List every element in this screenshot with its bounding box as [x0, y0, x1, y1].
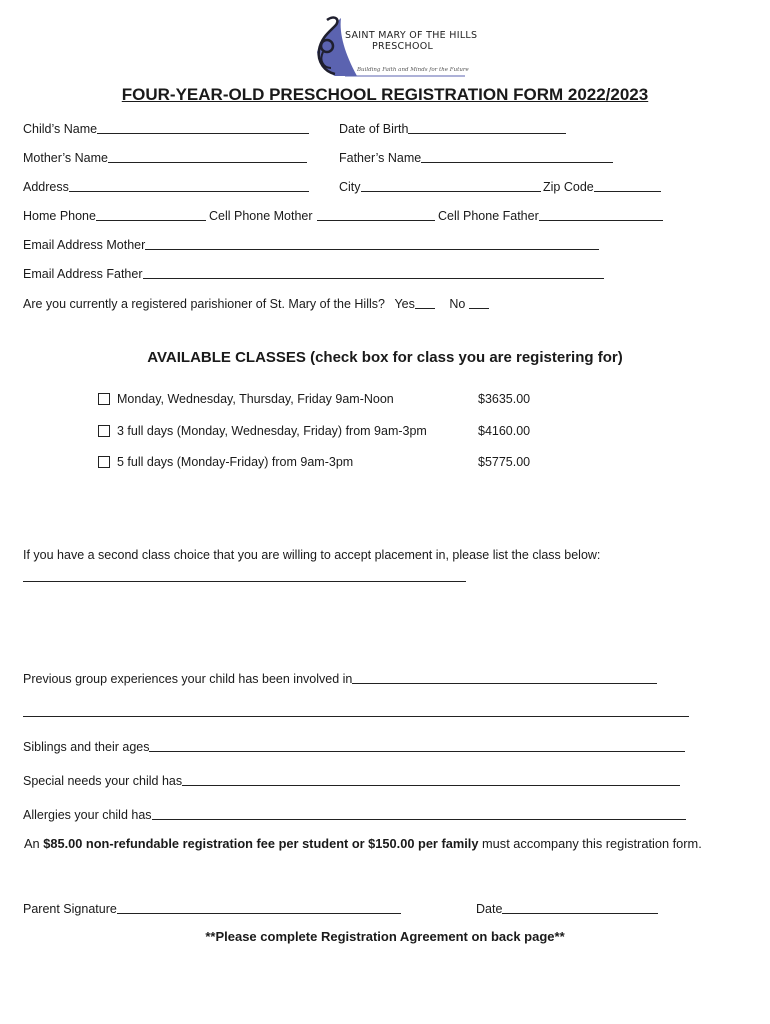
school-tagline: Building Faith and Minds for the Future — [357, 67, 469, 73]
mother-name-line[interactable] — [108, 149, 307, 163]
form-title: FOUR-YEAR-OLD PRESCHOOL REGISTRATION FORM 2022/2023 — [121, 85, 649, 104]
city-line[interactable] — [361, 178, 541, 192]
parishioner-no-line[interactable] — [469, 295, 489, 309]
email-mother-field[interactable] — [23, 235, 599, 252]
email-father-label: Email Address Father — [23, 267, 143, 281]
email-father-line[interactable] — [143, 265, 604, 279]
zip-code-label: Zip Code — [543, 180, 594, 194]
date-of-birth-field[interactable] — [339, 119, 566, 136]
child-name-line[interactable] — [97, 120, 309, 134]
previous-experience-label: Previous group experiences your child has been involved in — [23, 672, 353, 686]
home-phone-line[interactable] — [96, 207, 206, 221]
email-mother-label: Email Address Mother — [23, 238, 146, 252]
class-option-3-price: $5775.00 — [478, 455, 531, 469]
mother-name-label: Mother’s Name — [23, 151, 108, 165]
allergies-field[interactable] — [23, 805, 686, 822]
second-choice-line[interactable] — [23, 581, 466, 582]
cell-phone-mother-field[interactable] — [209, 206, 435, 223]
special-needs-line[interactable] — [182, 772, 680, 786]
previous-experience-line-2[interactable] — [23, 716, 689, 717]
email-father-field[interactable] — [23, 264, 604, 281]
signature-date-field[interactable] — [476, 899, 658, 916]
zip-code-field[interactable] — [543, 177, 661, 194]
address-line[interactable] — [69, 178, 309, 192]
fee-notice-prefix: An — [24, 836, 40, 851]
previous-experience-line[interactable] — [352, 670, 657, 684]
parent-signature-label: Parent Signature — [23, 902, 117, 916]
child-name-label: Child’s Name — [23, 122, 98, 136]
city-label: City — [339, 180, 361, 194]
cell-phone-father-label: Cell Phone Father — [438, 209, 539, 223]
siblings-label: Siblings and their ages — [23, 740, 150, 754]
second-choice-label: If you have a second class choice that you are willing to accept placement in, please list the class below: — [23, 548, 601, 562]
fee-notice-amount: $85.00 non-refundable registration fee per student or $150.00 per family — [43, 836, 479, 851]
class-option-2-label: 3 full days (Monday, Wednesday, Friday) from 9am-3pm — [117, 424, 427, 438]
parishioner-yes-line[interactable] — [415, 295, 435, 309]
home-phone-label: Home Phone — [23, 209, 96, 223]
fee-notice — [24, 836, 702, 851]
parishioner-no-label: No — [449, 297, 466, 311]
allergies-line[interactable] — [152, 806, 686, 820]
home-phone-field[interactable] — [23, 206, 206, 223]
father-name-label: Father’s Name — [339, 151, 422, 165]
class-option-3-checkbox[interactable] — [98, 456, 110, 468]
class-option-2-price: $4160.00 — [478, 424, 531, 438]
zip-code-line[interactable] — [594, 178, 661, 192]
parent-signature-field[interactable] — [23, 899, 401, 916]
child-name-field[interactable] — [23, 119, 309, 136]
school-name-line2: PRESCHOOL — [372, 41, 434, 52]
email-mother-line[interactable] — [145, 236, 599, 250]
city-field[interactable] — [339, 177, 541, 194]
siblings-field[interactable] — [23, 737, 685, 754]
cell-phone-father-line[interactable] — [539, 207, 663, 221]
cell-phone-father-field[interactable] — [438, 206, 663, 223]
fee-notice-suffix: must accompany this registration form. — [482, 836, 702, 851]
father-name-field[interactable] — [339, 148, 613, 165]
class-option-1-label: Monday, Wednesday, Thursday, Friday 9am-Noon — [117, 392, 394, 406]
address-label: Address — [23, 180, 69, 194]
date-of-birth-label: Date of Birth — [339, 122, 409, 136]
previous-experience-field[interactable] — [23, 669, 657, 686]
class-option-1-price: $3635.00 — [478, 392, 531, 406]
class-option-2-checkbox[interactable] — [98, 425, 110, 437]
signature-date-label: Date — [476, 902, 503, 916]
parishioner-yes-label: Yes — [394, 297, 415, 311]
available-classes-heading: AVAILABLE CLASSES (check box for class you are registering for) — [147, 349, 623, 366]
date-of-birth-line[interactable] — [408, 120, 566, 134]
class-option-3-label: 5 full days (Monday-Friday) from 9am-3pm — [117, 455, 354, 469]
parishioner-question — [23, 294, 489, 311]
parent-signature-line[interactable] — [117, 900, 401, 914]
cell-phone-mother-line[interactable] — [317, 207, 435, 221]
father-name-line[interactable] — [421, 149, 613, 163]
class-option-1-checkbox[interactable] — [98, 393, 110, 405]
mother-name-field[interactable] — [23, 148, 307, 165]
special-needs-label: Special needs your child has — [23, 774, 183, 788]
parishioner-question-label: Are you currently a registered parishioner of St. Mary of the Hills? — [23, 297, 385, 311]
signature-date-line[interactable] — [502, 900, 658, 914]
siblings-line[interactable] — [149, 738, 685, 752]
back-page-note: **Please complete Registration Agreement on back page** — [205, 929, 565, 944]
cell-phone-mother-label: Cell Phone Mother — [209, 209, 313, 223]
address-field[interactable] — [23, 177, 309, 194]
allergies-label: Allergies your child has — [23, 808, 152, 822]
special-needs-field[interactable] — [23, 771, 680, 788]
school-name-line1: SAINT MARY OF THE HILLS — [345, 30, 478, 41]
